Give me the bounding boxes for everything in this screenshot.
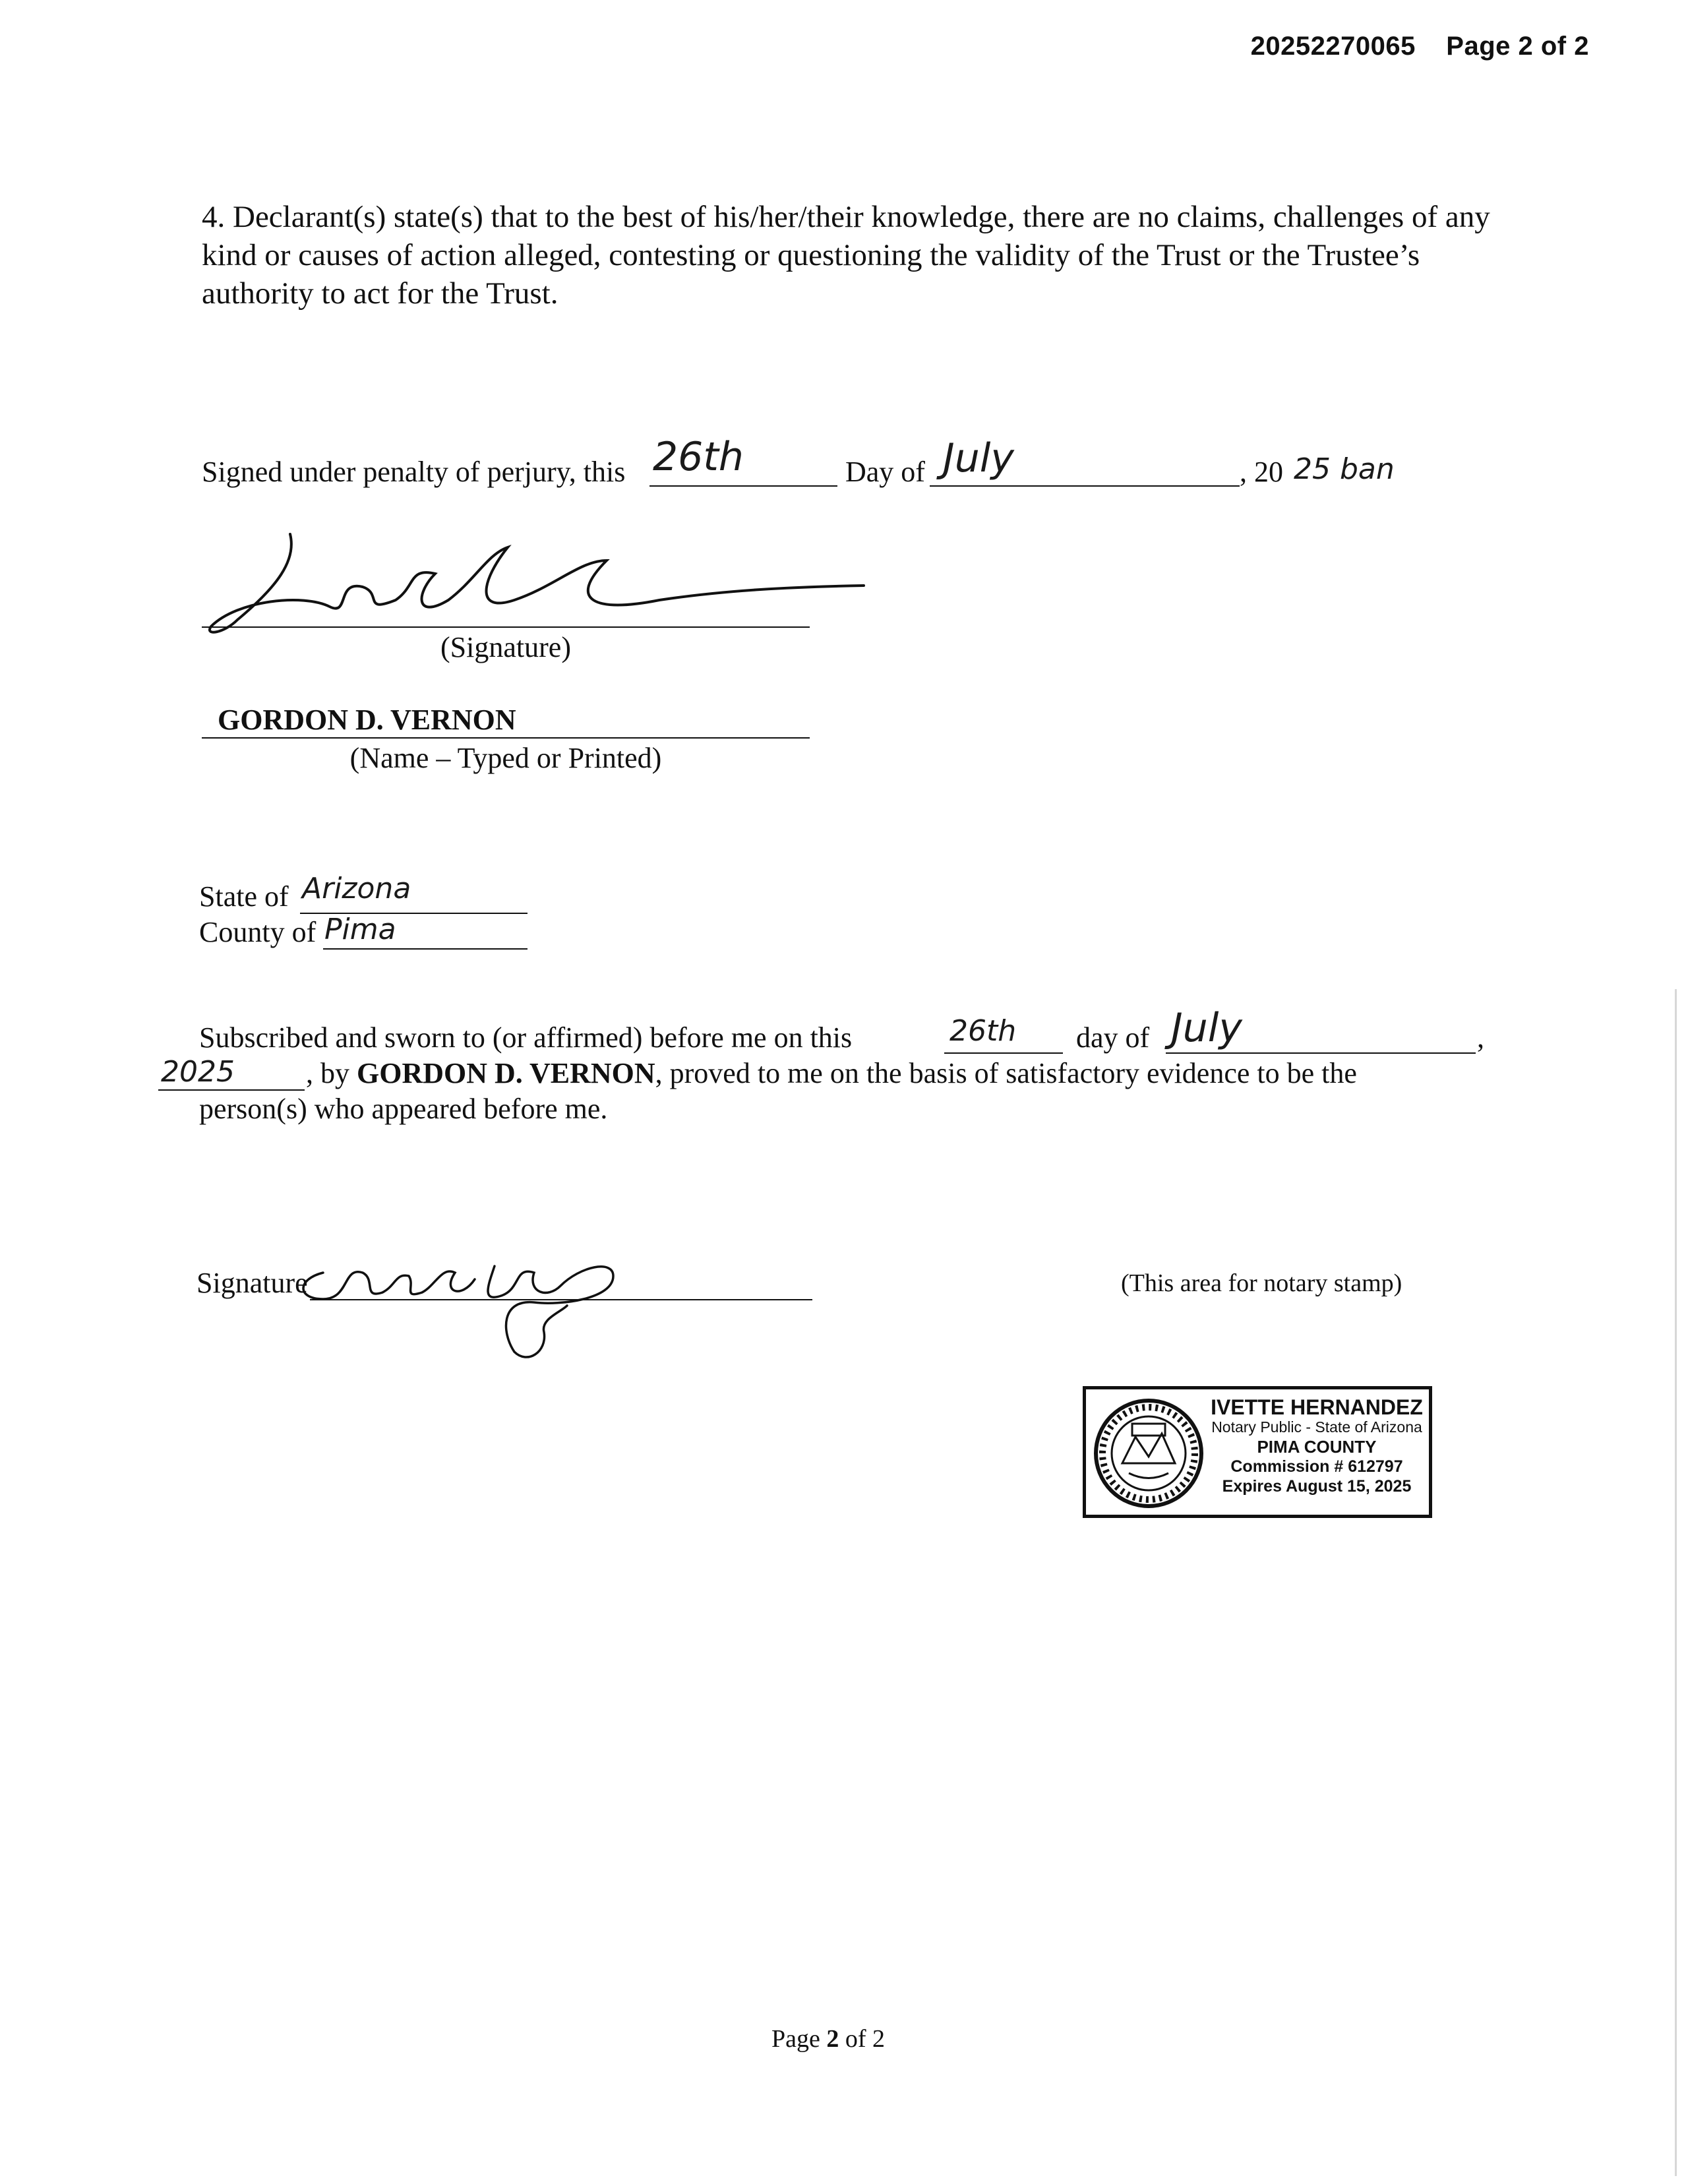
footer-page-number: 2 [826, 2025, 839, 2053]
footer-page-prefix: Page [771, 2025, 827, 2053]
jurat-year-blank [158, 1089, 305, 1091]
handwritten-county: Pima [324, 913, 396, 946]
notary-county: PIMA COUNTY [1257, 1437, 1377, 1457]
county-label: County of [199, 916, 316, 948]
notary-expires: Expires August 15, 2025 [1222, 1477, 1412, 1496]
jurat-comma: , [1477, 1021, 1484, 1054]
jurat-handwritten-year: 2025 [161, 1055, 235, 1089]
arizona-seal-icon [1093, 1397, 1205, 1509]
notary-commission: Commission # 612797 [1230, 1457, 1403, 1476]
jurat-handwritten-day: 26th [950, 1014, 1017, 1048]
month-blank [930, 485, 1240, 487]
jurat-text-3: , proved to me on the basis of satisfactory evidence to be the [655, 1057, 1357, 1089]
jurat-text-4: person(s) who appeared before me. [199, 1093, 608, 1125]
handwritten-month: July [943, 435, 1014, 481]
notary-title: Notary Public - State of Arizona [1211, 1418, 1422, 1436]
page-label: Page 2 of 2 [1446, 32, 1589, 61]
jurat-name: GORDON D. VERNON [357, 1057, 655, 1089]
jurat-text-1: Subscribed and sworn to (or affirmed) before me on this [199, 1021, 853, 1054]
notary-name: IVETTE HERNANDEZ [1211, 1395, 1423, 1419]
county-blank [323, 948, 528, 950]
notary-signature-label: Signature [196, 1267, 308, 1299]
footer-page-suffix: of 2 [839, 2025, 886, 2053]
paragraph-4: 4. Declarant(s) state(s) that to the best of his/her/their knowledge, there are no claims, challenges of any kind or causes of action alleged, contesting or questioning the validity of the Trust or the Trustee’s authority to act for the Trust. [202, 200, 1490, 311]
jurat-line-2 [306, 1056, 1486, 1090]
name-caption: (Name – Typed or Printed) [349, 742, 662, 774]
name-line [202, 737, 810, 739]
state-label: State of [199, 880, 289, 913]
handwritten-state: Arizona [302, 872, 411, 905]
handwritten-year: 25 ban [1294, 452, 1395, 486]
notary-stamp [1083, 1386, 1432, 1518]
jurat-handwritten-month: July [1171, 1005, 1242, 1051]
scan-edge [1675, 989, 1677, 2176]
year-prefix: , 20 [1240, 456, 1283, 488]
signature-caption: (Signature) [440, 631, 571, 663]
recording-header [1251, 32, 1589, 61]
notary-stamp-caption: (This area for notary stamp) [1121, 1269, 1402, 1297]
jurat-text-2: , by [306, 1057, 349, 1089]
handwritten-day: 26th [653, 434, 744, 480]
jurat-month-blank [1166, 1052, 1476, 1054]
jurat-day-of: day of [1076, 1021, 1150, 1054]
signed-prefix: Signed under penalty of perjury, this [202, 456, 626, 488]
signature-line [202, 626, 810, 628]
jurat-day-blank [944, 1052, 1063, 1054]
declarant-name: GORDON D. VERNON [218, 704, 516, 736]
page-footer [771, 2024, 885, 2053]
day-blank [649, 485, 837, 487]
document-number: 20252270065 [1250, 32, 1416, 61]
day-of-label: Day of [845, 456, 925, 488]
notary-signature [284, 1240, 653, 1365]
